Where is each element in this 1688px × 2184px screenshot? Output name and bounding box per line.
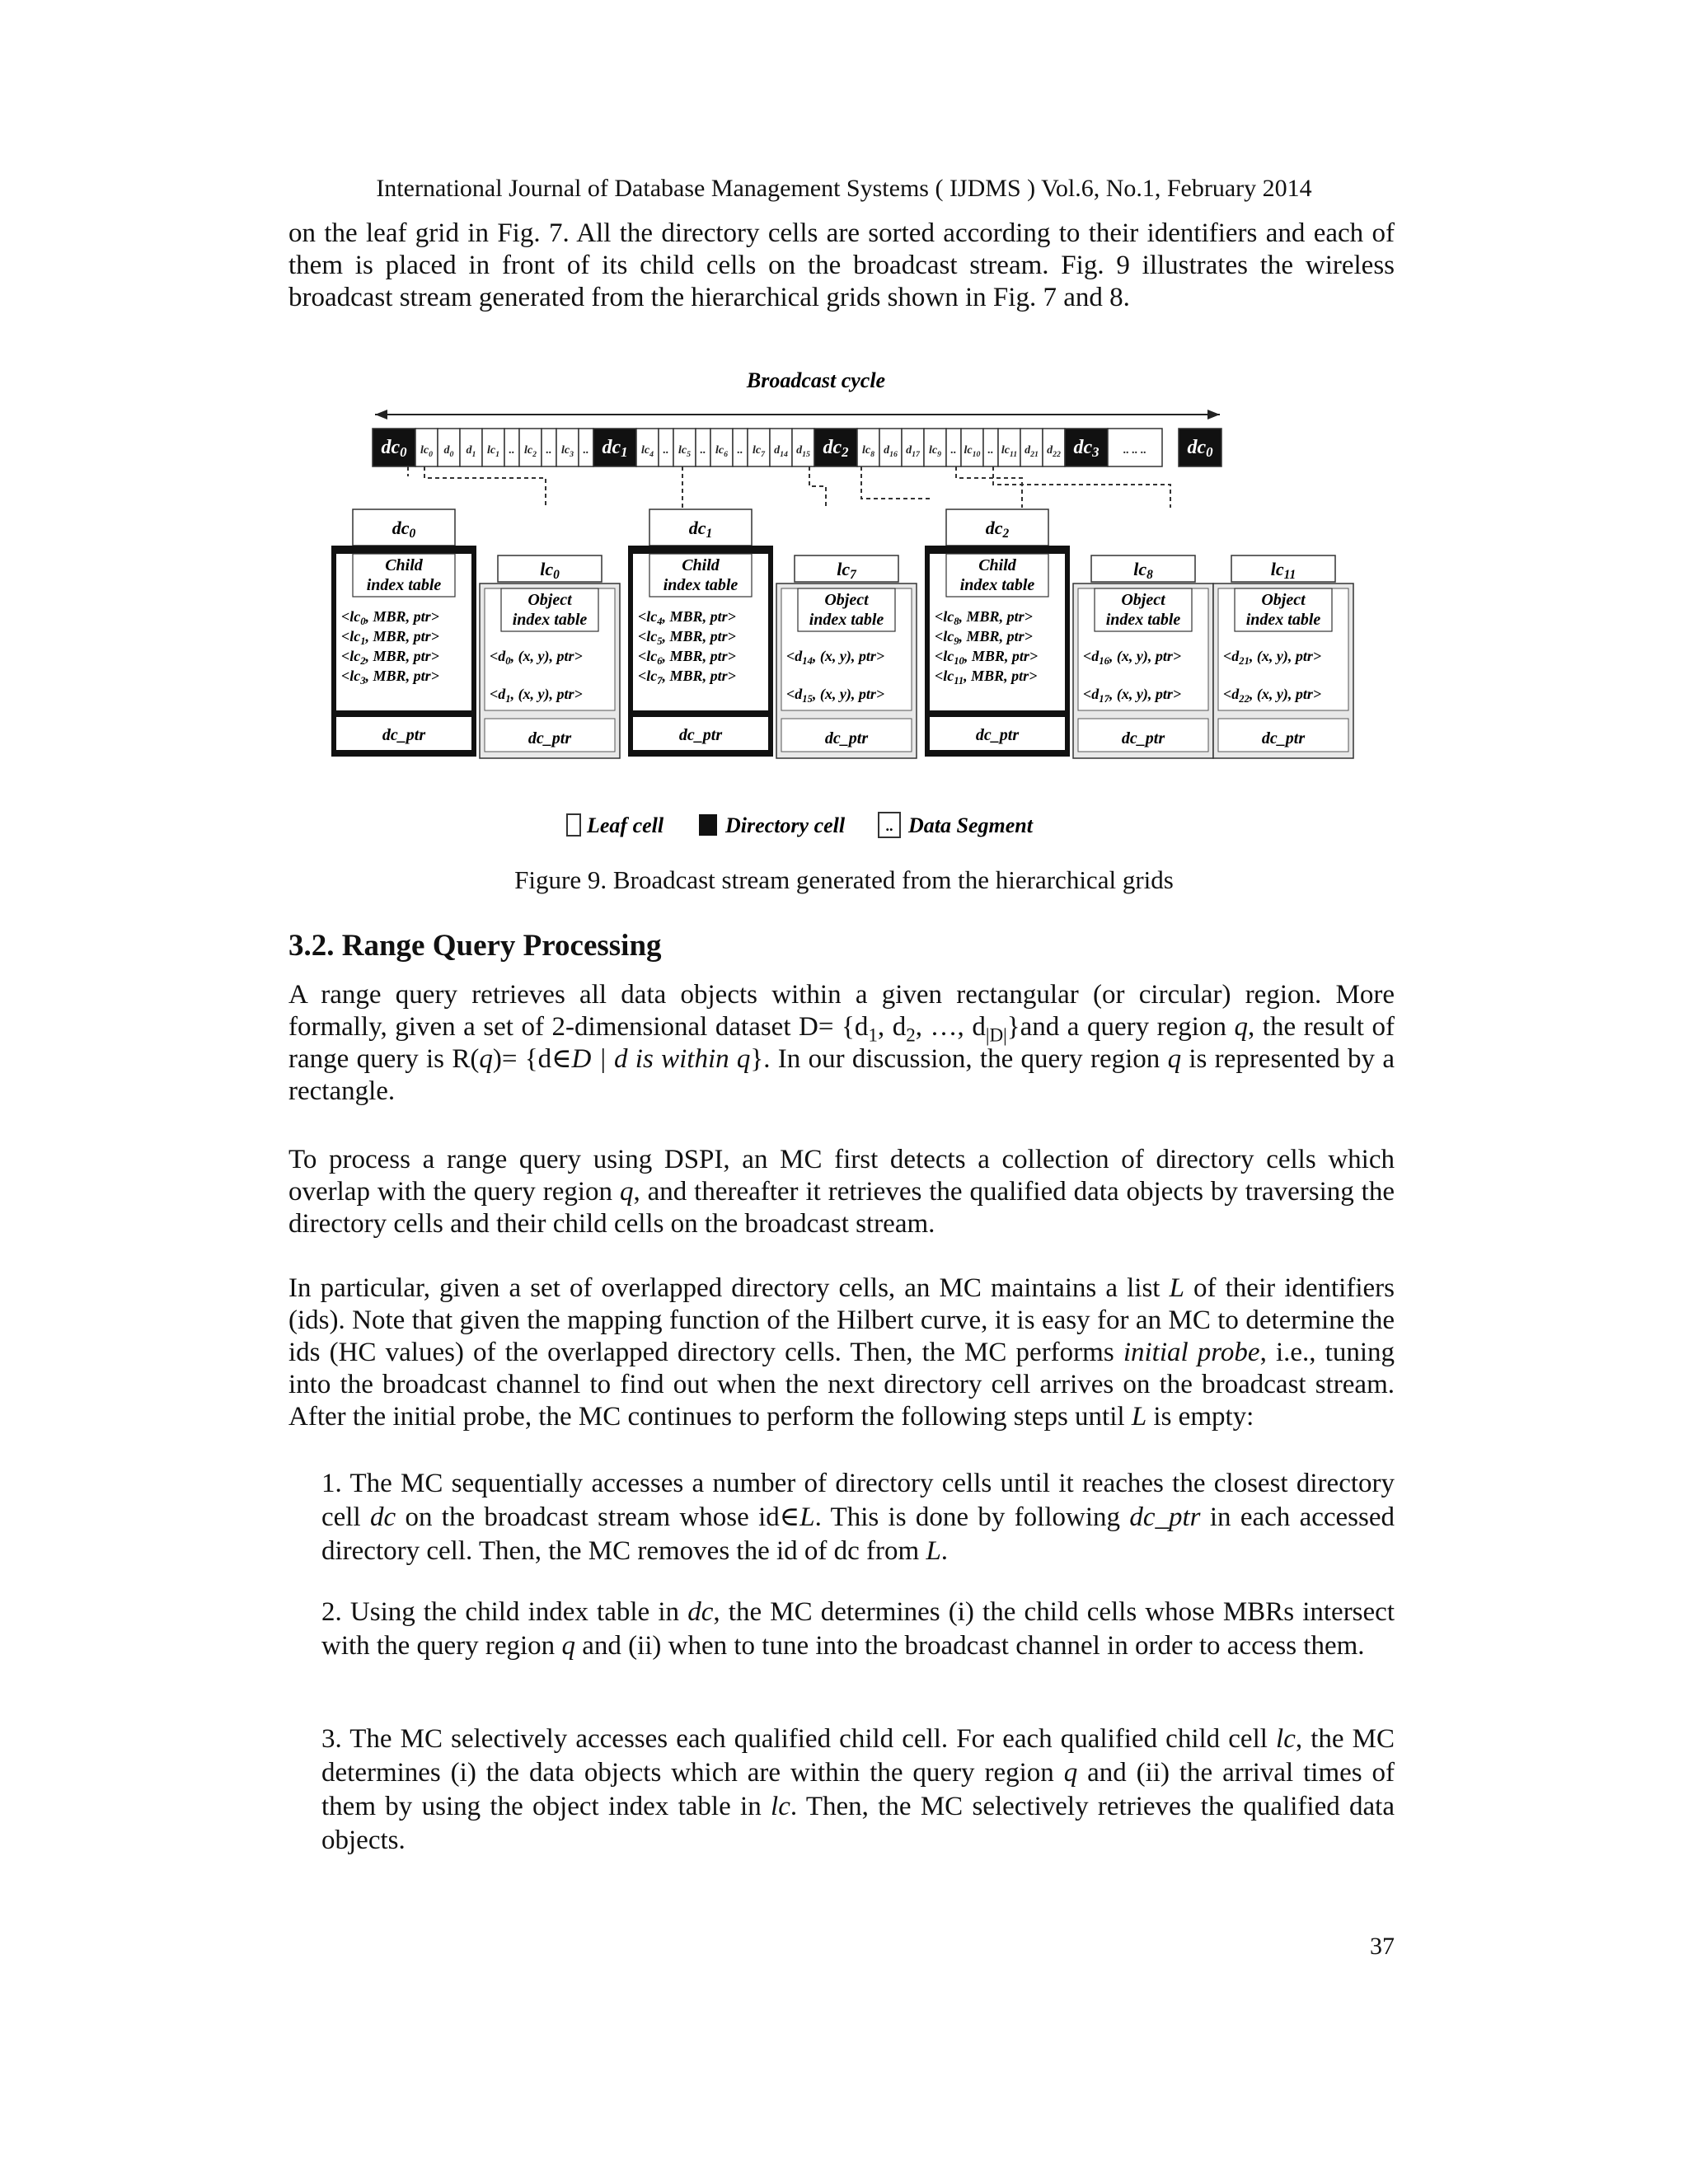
running-header: International Journal of Database Management Systems ( IJDMS ) Vol.6, No.1, February 2014 — [376, 175, 1312, 202]
box-footer: dc_ptr — [1261, 729, 1306, 748]
box-footer: dc_ptr — [528, 729, 572, 748]
leaf-index-box-lc11 — [1213, 555, 1353, 758]
index-entry: $<lc_3$, MBR, ptr> — [341, 668, 439, 687]
stream-cell-leaf — [998, 429, 1020, 466]
stream-cell-label: $d_{15}$ — [796, 444, 810, 459]
table-title-line: index table — [366, 576, 442, 594]
stream-cell-label: $lc_3$ — [560, 444, 574, 459]
leaf-index-box-lc7 — [776, 555, 917, 758]
stream-cell-segment — [1108, 429, 1162, 466]
table-title-line: Object — [1261, 591, 1306, 609]
stream-cell-label: .. — [950, 444, 957, 457]
box-footer: dc_ptr — [975, 726, 1020, 744]
stream-cell-label: $lc_{11}$ — [1001, 444, 1018, 459]
index-entry: $<lc_{11}$, MBR, ptr> — [935, 668, 1038, 687]
section-heading: 3.2. Range Query Processing — [288, 929, 662, 963]
table-title-line: Object — [1121, 591, 1165, 609]
box-name: lc7 — [837, 559, 856, 582]
stream-cell-label: $lc_9$ — [928, 444, 942, 459]
table-title-line: Child — [682, 556, 720, 574]
table-title-line: index table — [1245, 611, 1321, 629]
index-entry: $<d_{17}$, (x, y), ptr> — [1083, 686, 1182, 705]
stream-cell-segment — [733, 429, 748, 466]
table-title-line: index table — [663, 576, 738, 594]
stream-cell-leaf — [519, 429, 542, 466]
stream-cell-segment — [946, 429, 961, 466]
pointer-arrows — [408, 466, 1170, 508]
directory-index-box-dc2 — [925, 509, 1070, 757]
index-entry: $<lc_6$, MBR, ptr> — [638, 648, 736, 667]
stream-cell-label: $d_{21}$ — [1025, 444, 1039, 459]
stream-cell-label: .. — [663, 444, 669, 457]
index-entry: $<lc_9$, MBR, ptr> — [935, 628, 1033, 647]
stream-cell-segment — [579, 429, 593, 466]
table-title-line: Object — [528, 591, 572, 609]
leaf-index-box-lc8 — [1073, 555, 1213, 758]
stream-cell-segment — [983, 429, 998, 466]
stream-cell-label: dc0 — [381, 437, 407, 460]
legend-directory-swatch — [699, 814, 717, 836]
box-name: lc0 — [540, 559, 560, 582]
box-name: lc11 — [1270, 559, 1296, 582]
cycle-label: Broadcast cycle — [746, 368, 886, 392]
stream-cell-directory — [814, 429, 857, 466]
step-1: 1. The MC sequentially accesses a number of directory cells until it reaches the closest directory cell dc on the broadcast stream whose id∈L. This is done by following dc_ptr in each accessed directory cell. Then, the MC removes the id of dc from L. — [321, 1469, 1395, 1566]
stream-cell-leaf — [924, 429, 946, 466]
directory-index-box-dc1 — [628, 509, 773, 757]
stream-cell-leaf — [438, 429, 460, 466]
step-3: 3. The MC selectively accesses each qualified child cell. For each qualified child cell lc, the MC determines (i) the data objects which are within the query region q and (ii) the arrival times of them by using the object index table in lc. Then, the MC selectively retrieves the qualified data objects. — [321, 1724, 1395, 1855]
index-entry: $<d_{15}$, (x, y), ptr> — [786, 686, 885, 705]
broadcast-stream — [373, 429, 1221, 466]
index-entry: $<d_{14}$, (x, y), ptr> — [786, 648, 885, 667]
box-name: dc1 — [688, 518, 713, 541]
stream-cell-segment — [542, 429, 556, 466]
stream-cell-label: $d_{22}$ — [1047, 444, 1061, 459]
stream-cell-segment — [696, 429, 710, 466]
stream-cell-label: .. — [546, 444, 552, 457]
stream-cell-directory — [1065, 429, 1108, 466]
stream-cell-label: .. — [509, 444, 515, 457]
stream-cell-leaf — [902, 429, 924, 466]
stream-cell-leaf — [857, 429, 879, 466]
box-footer: dc_ptr — [824, 729, 869, 748]
page-number: 37 — [1370, 1933, 1395, 1960]
stream-cell-label: $lc_1$ — [486, 444, 500, 459]
cycle-arrow — [375, 410, 1220, 419]
step-2: 2. Using the child index table in dc, the MC determines (i) the child cells whose MBRs intersect with the query region q and (ii) when to tune into the broadcast channel in order to access them. — [321, 1597, 1395, 1661]
stream-cell-leaf — [961, 429, 983, 466]
paragraph-range-query: A range query retrieves all data objects within a given rectangular (or circular) region. More formally, given a set of 2-dimensional dataset $D= \{d_1$, $d_2$, …, $d_{|D|}\}and$ a query region q, the result of range query is R(q)= {d∈D | d is within q}. In our discussion, the query region q is represented by a rectangle. — [288, 980, 1395, 1106]
stream-cell-leaf — [710, 429, 733, 466]
index-entry: $<d_{16}$, (x, y), ptr> — [1083, 648, 1182, 667]
index-entry: $<lc_{10}$, MBR, ptr> — [935, 648, 1039, 667]
index-entry: $<lc_5$, MBR, ptr> — [638, 628, 736, 647]
paragraph-particular: In particular, given a set of overlapped directory cells, an MC maintains a list L of their identifiers (ids). Note that given the mapping function of the Hilbert curve, it is easy for an MC to determine the ids (HC values) of the overlapped directory cells. Then, the MC performs initial probe, i.e., tuning into the broadcast channel to find out when the next directory cell arrives on the broadcast stream. After the initial probe, the MC continues to perform the following steps until L is empty: — [288, 1273, 1395, 1432]
stream-cell-leaf — [770, 429, 792, 466]
stream-cell-label: .. — [700, 444, 706, 457]
stream-cell-leaf — [636, 429, 659, 466]
figure-caption: Figure 9. Broadcast stream generated from the hierarchical grids — [514, 865, 1174, 894]
stream-cell-directory — [373, 429, 415, 466]
stream-cell-leaf — [1043, 429, 1065, 466]
stream-cell-label: $d_1$ — [466, 444, 476, 459]
legend-leaf-swatch — [567, 814, 580, 836]
legend-directory-label: Directory cell — [725, 813, 846, 837]
stream-cell-leaf — [460, 429, 482, 466]
stream-cell-label: dc1 — [602, 437, 628, 460]
stream-cell-leaf — [673, 429, 696, 466]
stream-cell-label: $d_{17}$ — [906, 444, 920, 459]
legend-leaf-label: Leaf cell — [587, 813, 664, 837]
legend-segment-label: Data Segment — [908, 813, 1033, 837]
stream-cell-label: .. — [987, 444, 994, 457]
table-title-line: index table — [809, 611, 884, 629]
box-footer: dc_ptr — [678, 726, 723, 744]
index-entry: $<lc_2$, MBR, ptr> — [341, 648, 439, 667]
index-entry: $<lc_1$, MBR, ptr> — [341, 628, 439, 647]
stream-cell-label: $lc_0$ — [420, 444, 434, 459]
stream-cell-label: dc3 — [1073, 437, 1100, 460]
box-footer: dc_ptr — [382, 726, 426, 744]
stream-cell-label: $lc_7$ — [752, 444, 766, 459]
directory-index-box-dc0 — [331, 509, 476, 757]
table-title-line: Object — [824, 591, 869, 609]
stream-cell-label: $d_{14}$ — [774, 444, 788, 459]
legend — [567, 813, 1034, 837]
stream-cell-segment — [659, 429, 673, 466]
stream-cell-label: $d_0$ — [443, 444, 454, 459]
index-entry: $<lc_4$, MBR, ptr> — [638, 608, 736, 627]
table-title-line: index table — [1105, 611, 1181, 629]
table-title-line: index table — [512, 611, 588, 629]
stream-cell-label: .. .. .. — [1123, 444, 1146, 457]
index-entry: $<lc_7$, MBR, ptr> — [638, 668, 736, 687]
stream-cell-leaf — [879, 429, 902, 466]
stream-cell-leaf — [415, 429, 438, 466]
table-title-line: Child — [978, 556, 1016, 574]
stream-cell-label: $lc_6$ — [715, 444, 729, 459]
stream-cell-label: .. — [737, 444, 743, 457]
leaf-index-box-lc0 — [480, 555, 620, 758]
stream-cell-label: .. — [583, 444, 589, 457]
stream-cell-label: $lc_2$ — [523, 444, 537, 459]
stream-cell-label: $lc_{10}$ — [964, 444, 981, 459]
stream-cell-leaf — [748, 429, 770, 466]
stream-cell-leaf — [1020, 429, 1043, 466]
paragraph-process: To process a range query using DSPI, an MC first detects a collection of directory cells which overlap with the query region q, and thereafter it retrieves the qualified data objects by traversing the directory cells and their child cells on the broadcast stream. — [288, 1145, 1395, 1239]
index-boxes — [331, 509, 1353, 758]
box-name: lc8 — [1133, 559, 1153, 582]
stream-cell-label: dc2 — [823, 437, 849, 460]
stream-cell-leaf — [556, 429, 579, 466]
stream-cell-label: $lc_4$ — [640, 444, 654, 459]
index-entry: $<lc_8$, MBR, ptr> — [935, 608, 1033, 627]
table-title-line: Child — [385, 556, 423, 574]
index-entry: $<d_{22}$, (x, y), ptr> — [1223, 686, 1322, 705]
index-entry: $<d_1$, (x, y), ptr> — [490, 686, 583, 705]
index-entry: $<d_0$, (x, y), ptr> — [490, 648, 583, 667]
index-entry: $<d_{21}$, (x, y), ptr> — [1223, 648, 1322, 667]
intro-paragraph: on the leaf grid in Fig. 7. All the directory cells are sorted according to their identifiers and each of them is placed in front of its child cells on the broadcast stream. Fig. 9 illustrates the wireless broadcast stream generated from the hierarchical grids shown in Fig. 7 and 8. — [288, 218, 1395, 312]
stream-cell-label: dc0 — [1187, 437, 1213, 460]
box-name: dc2 — [985, 518, 1010, 541]
legend-segment-glyph: .. — [885, 818, 893, 834]
box-name: dc0 — [392, 518, 416, 541]
stream-cell-directory — [593, 429, 636, 466]
stream-cell-leaf — [792, 429, 814, 466]
stream-cell-label: $d_{16}$ — [884, 444, 898, 459]
stream-cell-segment — [504, 429, 519, 466]
stream-cell-leaf — [482, 429, 504, 466]
stream-cell-directory — [1179, 429, 1221, 466]
stream-cell-label: $lc_5$ — [678, 444, 692, 459]
stream-cell-label: $lc_8$ — [861, 444, 875, 459]
index-entry: $<lc_0$, MBR, ptr> — [341, 608, 439, 627]
table-title-line: index table — [959, 576, 1035, 594]
figure-9-broadcast-stream — [321, 363, 1368, 849]
box-footer: dc_ptr — [1121, 729, 1165, 748]
